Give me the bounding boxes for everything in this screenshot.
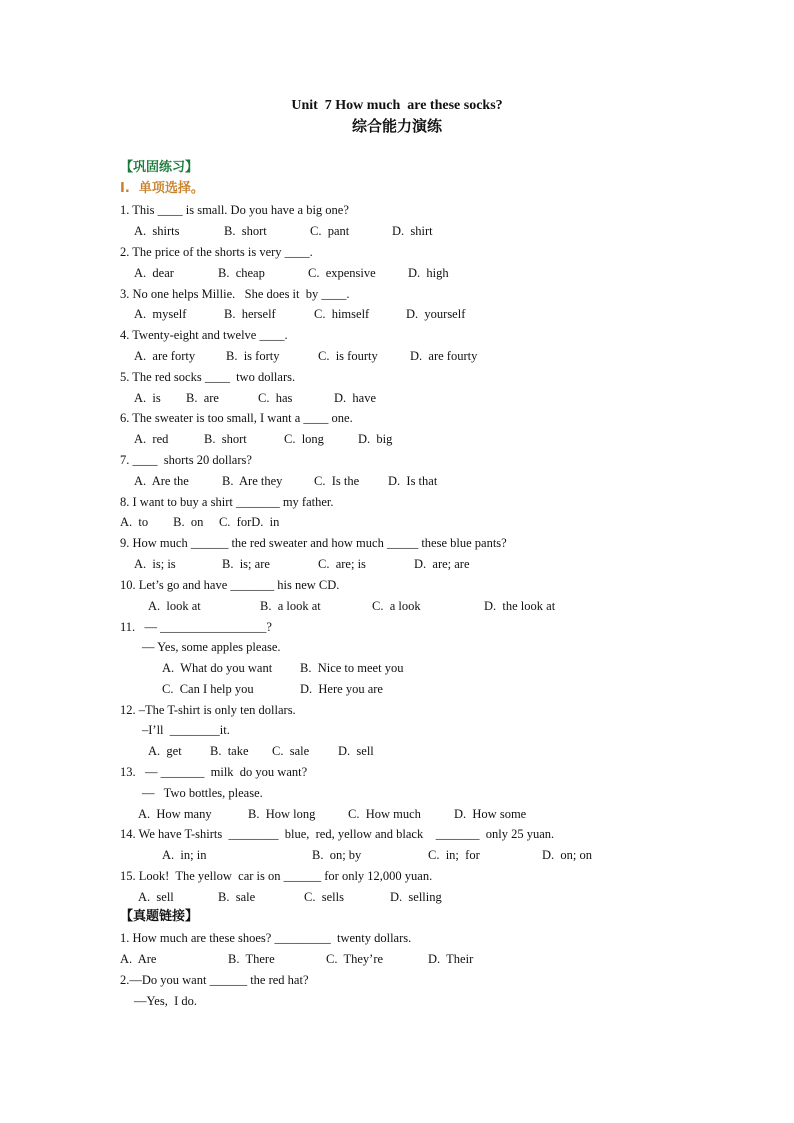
q6-option-d: D. big (358, 432, 393, 446)
exam-question-2: 2.—Do you want ______ the red hat? (120, 973, 309, 987)
q15-option-a: A. sell (138, 890, 174, 904)
q11-option-d: D. Here you are (300, 682, 383, 696)
q4-option-c: C. is fourty (318, 349, 378, 363)
q10-option-c: C. a look (372, 599, 421, 613)
question-14: 14. We have T-shirts ________ blue, red, yellow and black _______ only 25 yuan. (120, 827, 555, 841)
q15-option-c: C. sells (304, 890, 344, 904)
q12-option-c: C. sale (272, 744, 310, 758)
q10-option-d: D. the look at (484, 599, 556, 613)
r1-option-a: A. Are (120, 952, 157, 966)
q9-option-d: D. are; are (414, 557, 470, 571)
q5-option-c: C. has (258, 391, 293, 405)
q10-option-a: A. look at (148, 599, 201, 613)
q7-option-c: C. Is the (314, 474, 360, 488)
q11-option-a: A. What do you want (162, 661, 273, 675)
q2-option-a: A. dear (134, 266, 174, 280)
q14-option-c: C. in; for (428, 848, 480, 862)
q5-option-b: B. are (186, 391, 219, 405)
q4-option-a: A. are forty (134, 349, 196, 363)
q8-options: A. to B. on C. forD. in (120, 515, 280, 529)
question-12-answer: –I’ll ________it. (142, 723, 230, 737)
section-heading-real-exam: 【真题链接】 (120, 909, 199, 924)
q7-option-a: A. Are the (134, 474, 189, 488)
q2-option-d: D. high (408, 266, 449, 280)
q3-option-a: A. myself (134, 307, 187, 321)
exam-question-1: 1. How much are these shoes? _________ twenty dollars. (120, 931, 412, 945)
question-13-answer: — Two bottles, please. (142, 786, 263, 800)
question-6: 6. The sweater is too small, I want a ____ one. (120, 411, 353, 425)
q10-option-b: B. a look at (260, 599, 321, 613)
question-4: 4. Twenty-eight and twelve ____. (120, 328, 288, 342)
question-8: 8. I want to buy a shirt _______ my father. (120, 495, 334, 509)
q15-option-d: D. selling (390, 890, 442, 904)
q12-option-d: D. sell (338, 744, 374, 758)
q2-option-c: C. expensive (308, 266, 376, 280)
r1-option-d: D. Their (428, 952, 474, 966)
q3-option-d: D. yourself (406, 307, 466, 321)
section-heading-practice: 【巩固练习】 (120, 160, 199, 175)
part-heading-multiple-choice: I. 单项选择。 (120, 181, 204, 196)
q1-option-b: B. short (224, 224, 267, 238)
q13-option-a: A. How many (138, 807, 212, 821)
question-11: 11. — _________________? (120, 620, 272, 634)
q9-option-c: C. are; is (318, 557, 366, 571)
q13-option-d: D. How some (454, 807, 527, 821)
q13-option-c: C. How much (348, 807, 421, 821)
question-7: 7. ____ shorts 20 dollars? (120, 453, 252, 467)
q7-option-b: B. Are they (222, 474, 283, 488)
question-1: 1. This ____ is small. Do you have a big one? (120, 203, 349, 217)
q1-option-a: A. shirts (134, 224, 180, 238)
q3-option-c: C. himself (314, 307, 370, 321)
q11-option-c: C. Can I help you (162, 682, 254, 696)
q15-option-b: B. sale (218, 890, 256, 904)
question-15: 15. Look! The yellow car is on ______ for only 12,000 yuan. (120, 869, 433, 883)
q11-option-b: B. Nice to meet you (300, 661, 404, 675)
q12-option-a: A. get (148, 744, 182, 758)
q9-option-a: A. is; is (134, 557, 176, 571)
question-10: 10. Let’s go and have _______ his new CD. (120, 578, 340, 592)
question-2: 2. The price of the shorts is very ____. (120, 245, 313, 259)
question-3: 3. No one helps Millie. She does it by ____. (120, 287, 350, 301)
q3-option-b: B. herself (224, 307, 276, 321)
q5-option-a: A. is (134, 391, 161, 405)
exam-question-2-answer: —Yes, I do. (134, 994, 197, 1008)
q14-option-a: A. in; in (162, 848, 207, 862)
q1-option-c: C. pant (310, 224, 350, 238)
question-12: 12. –The T-shirt is only ten dollars. (120, 703, 296, 717)
question-11-answer: — Yes, some apples please. (142, 640, 281, 654)
q14-option-d: D. on; on (542, 848, 592, 862)
q1-option-d: D. shirt (392, 224, 433, 238)
q6-option-a: A. red (134, 432, 169, 446)
q2-option-b: B. cheap (218, 266, 265, 280)
q12-option-b: B. take (210, 744, 249, 758)
question-13: 13. — _______ milk do you want? (120, 765, 308, 779)
q7-option-d: D. Is that (388, 474, 438, 488)
q14-option-b: B. on; by (312, 848, 362, 862)
q6-option-b: B. short (204, 432, 247, 446)
q5-option-d: D. have (334, 391, 376, 405)
question-5: 5. The red socks ____ two dollars. (120, 370, 296, 384)
r1-option-b: B. There (228, 952, 275, 966)
q6-option-c: C. long (284, 432, 324, 446)
q4-option-d: D. are fourty (410, 349, 478, 363)
r1-option-c: C. They’re (326, 952, 384, 966)
q13-option-b: B. How long (248, 807, 316, 821)
page-title: Unit 7 How much are these socks? (291, 98, 503, 113)
q4-option-b: B. is forty (226, 349, 280, 363)
question-9: 9. How much ______ the red sweater and how much _____ these blue pants? (120, 536, 507, 550)
page-subtitle: 综合能力演练 (351, 117, 442, 135)
q9-option-b: B. is; are (222, 557, 270, 571)
